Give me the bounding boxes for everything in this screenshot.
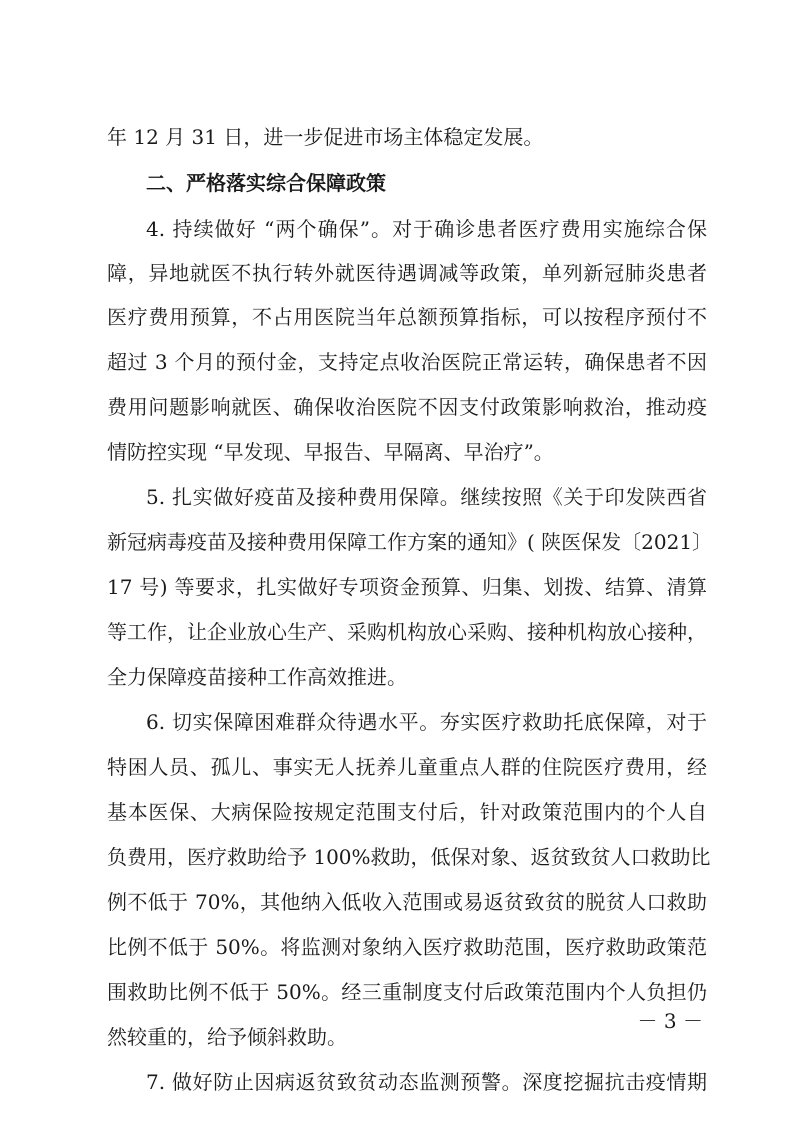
paragraph-line: 超过 3 个月的预付金，支持定点收治医院正常运转，确保患者不因 <box>107 350 707 374</box>
paragraph-line: 新冠病毒疫苗及接种费用保障工作方案的通知》( 陕医保发〔2021〕 <box>107 530 713 554</box>
paragraph-line: 比例不低于 50%。将监测对象纳入医疗救助范围，医疗救助政策范 <box>107 935 707 959</box>
paragraph-line: 负费用，医疗救助给予 100%救助，低保对象、返贫致贫人口救助比 <box>107 845 711 869</box>
paragraph-line: 例不低于 70%，其他纳入低收入范围或易返贫致贫的脱贫人口救助 <box>107 890 707 914</box>
paragraph-line: 6. 切实保障困难群众待遇水平。夯实医疗救助托底保障，对于 <box>146 710 707 734</box>
paragraph-line: 费用问题影响就医、确保收治医院不因支付政策影响救治，推动疫 <box>107 395 707 419</box>
page-number: － 3 － <box>637 1009 703 1033</box>
paragraph-line: 5. 扎实做好疫苗及接种费用保障。继续按照《关于印发陕西省 <box>146 485 707 509</box>
paragraph-line: 等工作，让企业放心生产、采购机构放心采购、接种机构放心接种， <box>107 620 707 644</box>
paragraph-line: 全力保障疫苗接种工作高效推进。 <box>107 665 407 689</box>
paragraph-line: 基本医保、大病保险按规定范围支付后，针对政策范围内的个人自 <box>107 800 707 824</box>
paragraph-line: 特困人员、孤儿、事实无人抚养儿童重点人群的住院医疗费用，经 <box>107 755 707 779</box>
paragraph-line: 4. 持续做好 “两个确保”。对于确诊患者医疗费用实施综合保 <box>146 217 707 241</box>
section-heading: 二、严格落实综合保障政策 <box>146 171 386 195</box>
paragraph-line: 然较重的，给予倾斜救助。 <box>107 1025 347 1049</box>
paragraph-line: 年 12 月 31 日，进一步促进市场主体稳定发展。 <box>107 125 544 149</box>
paragraph-line: 情防控实现 “早发现、早报告、早隔离、早治疗”。 <box>107 440 554 464</box>
paragraph-line: 围救助比例不低于 50%。经三重制度支付后政策范围内个人负担仍 <box>107 980 707 1004</box>
paragraph-line: 17 号) 等要求，扎实做好专项资金预算、归集、划拨、结算、清算 <box>107 575 707 599</box>
paragraph-line: 7. 做好防止因病返贫致贫动态监测预警。深度挖掘抗击疫情期 <box>146 1070 707 1094</box>
paragraph-line: 障，异地就医不执行转外就医待遇调减等政策，单列新冠肺炎患者 <box>107 261 707 285</box>
paragraph-line: 医疗费用预算，不占用医院当年总额预算指标，可以按程序预付不 <box>107 305 707 329</box>
